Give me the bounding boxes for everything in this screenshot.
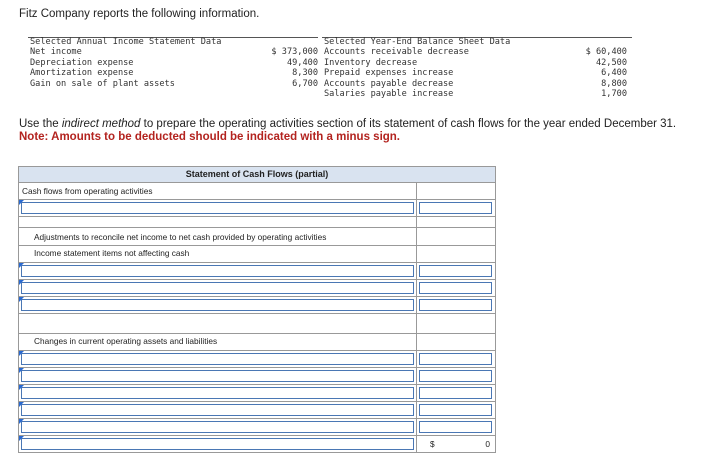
amount-input[interactable] <box>419 299 492 311</box>
income-row-label: Net income <box>30 47 82 57</box>
table-row <box>19 297 495 314</box>
dropdown-marker-icon <box>19 297 24 302</box>
spacer-row <box>19 314 495 334</box>
balance-data-table <box>324 47 627 100</box>
instruction-part: Use the <box>19 118 62 130</box>
account-input[interactable] <box>21 265 414 277</box>
income-items-label: Income statement items not affecting cash <box>34 248 190 258</box>
income-row-label: Depreciation expense <box>30 57 134 68</box>
instruction-part: to prepare the operating activities section of its statement of cash flows for the year ended December 31. <box>140 118 677 130</box>
amount-input[interactable] <box>419 265 492 277</box>
balance-row-label: Accounts receivable decrease <box>324 47 469 57</box>
statement-title: Statement of Cash Flows (partial) <box>19 167 495 183</box>
balance-row-label: Inventory decrease <box>324 57 418 68</box>
total-currency: $ <box>430 439 435 449</box>
instruction-text <box>19 118 676 130</box>
balance-header-text: Selected Year-End Balance Sheet Data <box>324 37 511 47</box>
section-label: Cash flows from operating activities <box>22 186 153 196</box>
amount-input[interactable] <box>419 202 492 214</box>
amount-input[interactable] <box>419 282 492 294</box>
account-input[interactable] <box>21 353 414 365</box>
dropdown-marker-icon <box>19 385 24 390</box>
balance-row-value: $ 60,400 <box>585 47 627 57</box>
adjustments-label: Adjustments to reconcile net income to net cash provided by operating activities <box>34 232 327 242</box>
income-row-label: Amortization expense <box>30 68 134 79</box>
income-row-value: $ 373,000 <box>271 47 318 57</box>
account-input[interactable] <box>21 421 414 433</box>
income-row-value: 8,300 <box>292 68 318 79</box>
balance-row-value: 1,700 <box>601 89 627 100</box>
income-items-label-row <box>19 246 495 263</box>
account-input[interactable] <box>21 370 414 382</box>
income-header-text: Selected Annual Income Statement Data <box>30 37 222 47</box>
cash-flow-statement <box>18 166 496 453</box>
balance-row-label: Prepaid expenses increase <box>324 68 454 79</box>
table-row <box>19 351 495 368</box>
account-input[interactable] <box>21 202 414 214</box>
table-row <box>19 385 495 402</box>
table-row <box>19 263 495 280</box>
income-row-value: 49,400 <box>286 57 318 68</box>
balance-row-label: Salaries payable increase <box>324 89 454 100</box>
balance-row-label: Accounts payable decrease <box>324 78 454 89</box>
problem-intro: Fitz Company reports the following information. <box>19 8 260 20</box>
total-label-input[interactable] <box>21 438 414 450</box>
dropdown-marker-icon <box>19 436 24 441</box>
dropdown-marker-icon <box>19 419 24 424</box>
dropdown-marker-icon <box>19 351 24 356</box>
adjustments-label-row <box>19 228 495 246</box>
account-input[interactable] <box>21 299 414 311</box>
changes-label: Changes in current operating assets and liabilities <box>34 336 218 346</box>
section-label-row <box>19 183 495 200</box>
account-input[interactable] <box>21 404 414 416</box>
income-row-label: Gain on sale of plant assets <box>30 78 175 89</box>
income-data-table <box>30 47 320 89</box>
instruction-emphasis: indirect method <box>61 118 141 130</box>
amount-input[interactable] <box>419 353 492 365</box>
table-row <box>19 368 495 385</box>
dropdown-marker-icon <box>19 263 24 268</box>
balance-row-value: 6,400 <box>601 68 627 79</box>
note-text: Note: Amounts to be deducted should be indicated with a minus sign. <box>19 131 401 143</box>
balance-row-value: 8,800 <box>601 78 627 89</box>
table-row <box>19 200 495 217</box>
account-input[interactable] <box>21 282 414 294</box>
amount-input[interactable] <box>419 370 492 382</box>
table-row <box>19 280 495 297</box>
dropdown-marker-icon <box>19 402 24 407</box>
income-row-value: 6,700 <box>292 78 318 89</box>
table-row <box>19 419 495 436</box>
table-row <box>19 402 495 419</box>
changes-label-row <box>19 334 495 351</box>
balance-row-value: 42,500 <box>595 57 627 68</box>
dropdown-marker-icon <box>19 368 24 373</box>
amount-input[interactable] <box>419 404 492 416</box>
amount-input[interactable] <box>419 387 492 399</box>
total-value: 0 <box>485 439 490 449</box>
dropdown-marker-icon <box>19 200 24 205</box>
total-row <box>19 436 495 452</box>
account-input[interactable] <box>21 387 414 399</box>
spacer-row <box>19 217 495 228</box>
dropdown-marker-icon <box>19 280 24 285</box>
amount-input[interactable] <box>419 421 492 433</box>
